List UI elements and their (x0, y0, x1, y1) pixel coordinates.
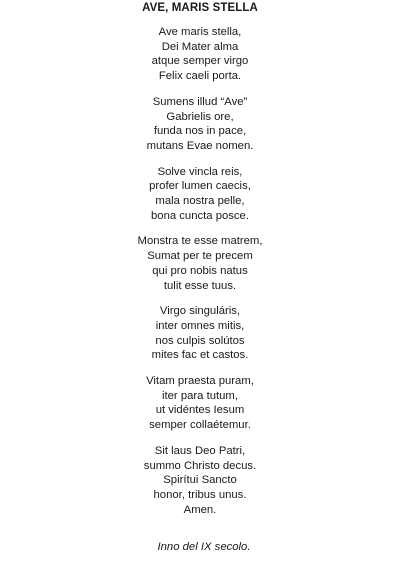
verse-line: Solve vincla reis, (157, 165, 243, 178)
stanza-4 (0, 234, 400, 293)
verse-line: profer lumen caecis, (149, 180, 251, 193)
verse-line: funda nos in pace, (153, 125, 247, 138)
verse-line: ut vidéntes Iesum (155, 404, 245, 417)
verse-line: Sit laus Deo Patri, (154, 444, 246, 457)
verse-line: qui pro nobis natus (152, 264, 248, 277)
verse-line: nos culpis solútos (155, 334, 245, 347)
verse-line: Sumens illud “Ave” (152, 95, 248, 108)
stanza-6 (0, 374, 400, 433)
verse-line: honor, tribus unus. (153, 488, 247, 501)
stanza-3 (0, 165, 400, 224)
verse-line: Dei Mater alma (161, 40, 239, 53)
verse-line: Felix caeli porta. (158, 70, 242, 83)
verse-line: mutans Evae nomen. (146, 139, 254, 152)
verse-line: mites fac et castos. (151, 349, 249, 362)
verse-line: Virgo singuláris, (159, 305, 241, 318)
verse-line: inter omnes mitis, (155, 319, 245, 332)
verse-line: summo Christo decus. (143, 459, 257, 472)
verse-line: Gabrielis ore, (166, 110, 234, 123)
stanza-5 (0, 304, 400, 363)
verse-line: iter para tutum, (162, 389, 238, 402)
verse-line: mala nostra pelle, (155, 195, 245, 208)
verse-line: atque semper virgo (151, 55, 249, 68)
verse-line: Ave maris stella, (158, 26, 242, 38)
verse-line: Vitam praesta puram, (146, 375, 254, 388)
verse-line: tulit esse tuus. (163, 279, 237, 292)
stanza-7 (0, 444, 400, 518)
verse-line-amen: Amen. (183, 503, 217, 516)
stanza-1 (0, 25, 400, 84)
hymn-body (0, 25, 400, 528)
hymn-attribution: Inno del IX secolo. (157, 541, 251, 553)
stanza-2 (0, 95, 400, 154)
verse-line: Monstra te esse matrem, (137, 235, 263, 248)
verse-line: Spirítui Sancto (163, 474, 237, 487)
verse-line: Sumat per te precem (147, 250, 253, 263)
verse-line: bona cuncta posce. (151, 209, 249, 222)
hymn-title: AVE, MARIS STELLA (142, 2, 258, 14)
verse-line: semper collaétemur. (149, 419, 251, 432)
